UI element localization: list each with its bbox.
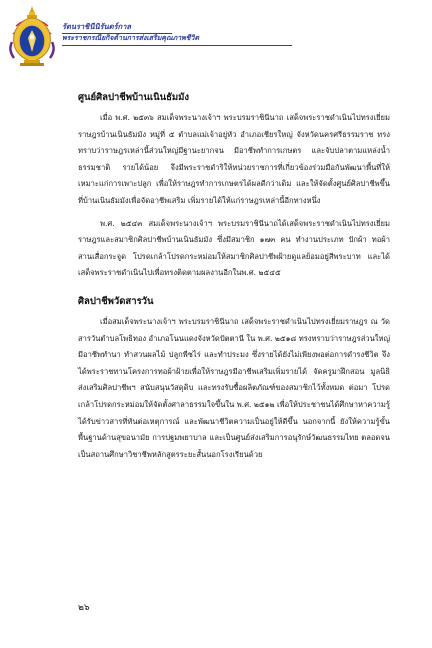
paragraph: พ.ศ. ๒๕๔๓ สมเด็จพระนางเจ้าฯ พระบรมราชินีนาถได้เสด็จพระราชดำเนินไปทรงเยี่ยมราษฎรและสมาชิกศิลปาชีพบ้านเนินธัมมัง ซึ่งมีสมาชิก ๑๗๓ คน ทำงานประเภท ปักผ้า ทอผ้า สานเสื่อกระจูด โปรดเกล้าโปรดกระหม่อมให้สมาชิกศิลปาชีพฝ้ายดูแลย้อมอยู่สีพระบาท และได้เสด็จพระราชดำเนินไปเพื่อทรงติดตามผลงานอีกในพ.ศ. ๒๕๔๕ xyxy=(78,218,390,278)
section-heading: ศูนย์ศิลปาชีพบ้านเนินธัมมัง xyxy=(78,92,190,103)
paragraph: เมื่อสมเด็จพระนางเจ้าฯ พระบรมราชินีนาถ เสด็จพระราชดำเนินไปทรงเยี่ยมราษฎร ณ วัดสารวันตำบลโพธิทอง อำเภอโนนแดงจังหวัดปัตตานี ใน พ.ศ. ๒๕๑๘ ทรงทราบว่าราษฎรส่วนใหญ่มีอาชีพทำนา ทำสวนผลไม้ ปลูกพืชไร่ และทำประมง ซึ่งรายได้ยังไม่เพียงพอต่อการดำรงชีวิต จึงได้พระราชทานโครงการทอผ้าฝ้ายเพื่อให้ราษฎรมีอาชีพเสริมเพิ่มรายได้ จัดครูมาฝึกสอน มูลนิธิส่งเสริมศิลปาชีพฯ สนับสนุนวัสดุดิบ และทรงรับซื้อผลิตภัณฑ์ของสมาชิกไว้ทั้งหมด ต่อมา โปรดเกล้าโปรดกระหม่อมให้จัดตั้งศาลาธรรมใจขึ้นใน พ.ศ. ๒๕๑๒ เพื่อให้ประชาชนได้ศึกษาหาความรู้ ได้รับข่าวสารที่ทันต่อเหตุการณ์ และพัฒนาชีวิตความเป็นอยู่ให้ดีขึ้น นอกจากนี้ ยังให้ความรู้ขั้นพื้นฐานด้านสุขอนามัย การปฐมพยาบาล และเป็นศูนย์ส่งเสริมการอนุรักษ์วัฒนธรรมไทย ตลอดจนเป็นสถานศึกษาวิชาชีพหลักสูตรระยะสั้นนอกโรงเรียนด้วย xyxy=(78,316,390,459)
section-heading: ศิลปาชีพวัดสารวัน xyxy=(78,295,154,307)
page-number: ๒๖ xyxy=(78,603,90,613)
section-nern-thammang xyxy=(78,90,390,282)
header-subtitle: พระราชกรณียกิจด้านการส่งเสริมคุณภาพชีวิต xyxy=(62,34,199,42)
page-header xyxy=(0,0,432,70)
page-content xyxy=(78,90,390,469)
royal-emblem-icon xyxy=(6,4,58,68)
header-title: รัตนราชินีนิรันดร์กาล xyxy=(62,22,132,31)
header-divider xyxy=(62,45,292,46)
paragraph: เมื่อ พ.ศ. ๒๕๓๖ สมเด็จพระนางเจ้าฯ พระบรมราชินีนาถ เสด็จพระราชดำเนินไปทรงเยี่ยมราษฎรบ้านเนินธัมมัง หมู่ที่ ๕ ตำบลแม่เจ้าอยู่หัว อำเภอเชียรใหญ่ จังหวัดนครศรีธรรมราช ทรงทราบว่าราษฎรเหล่านี้ส่วนใหญ่มีฐานะยากจน มีอาชีพทำการเกษตร และจับปลาตามแหล่งน้ำธรรมชาติ รายได้น้อย จึงมีพระราชดำริให้หน่วยราชการที่เกี่ยวข้องร่วมมือกันพัฒนาพื้นที่ให้เหมาะแก่การเพาะปลูก เพื่อให้ราษฎรทำการเกษตรได้ผลดีกว่าเดิม และให้จัดตั้งศูนย์ศิลปาชีพขึ้นที่บ้านเนินธัมมังเพื่อจัดอาชีพเสริม เพิ่มรายได้ให้แก่ราษฎรเหล่านี้อีกทางหนึ่ง xyxy=(78,113,390,205)
header-divider xyxy=(62,33,172,34)
section-wat-sarawan xyxy=(78,294,390,463)
